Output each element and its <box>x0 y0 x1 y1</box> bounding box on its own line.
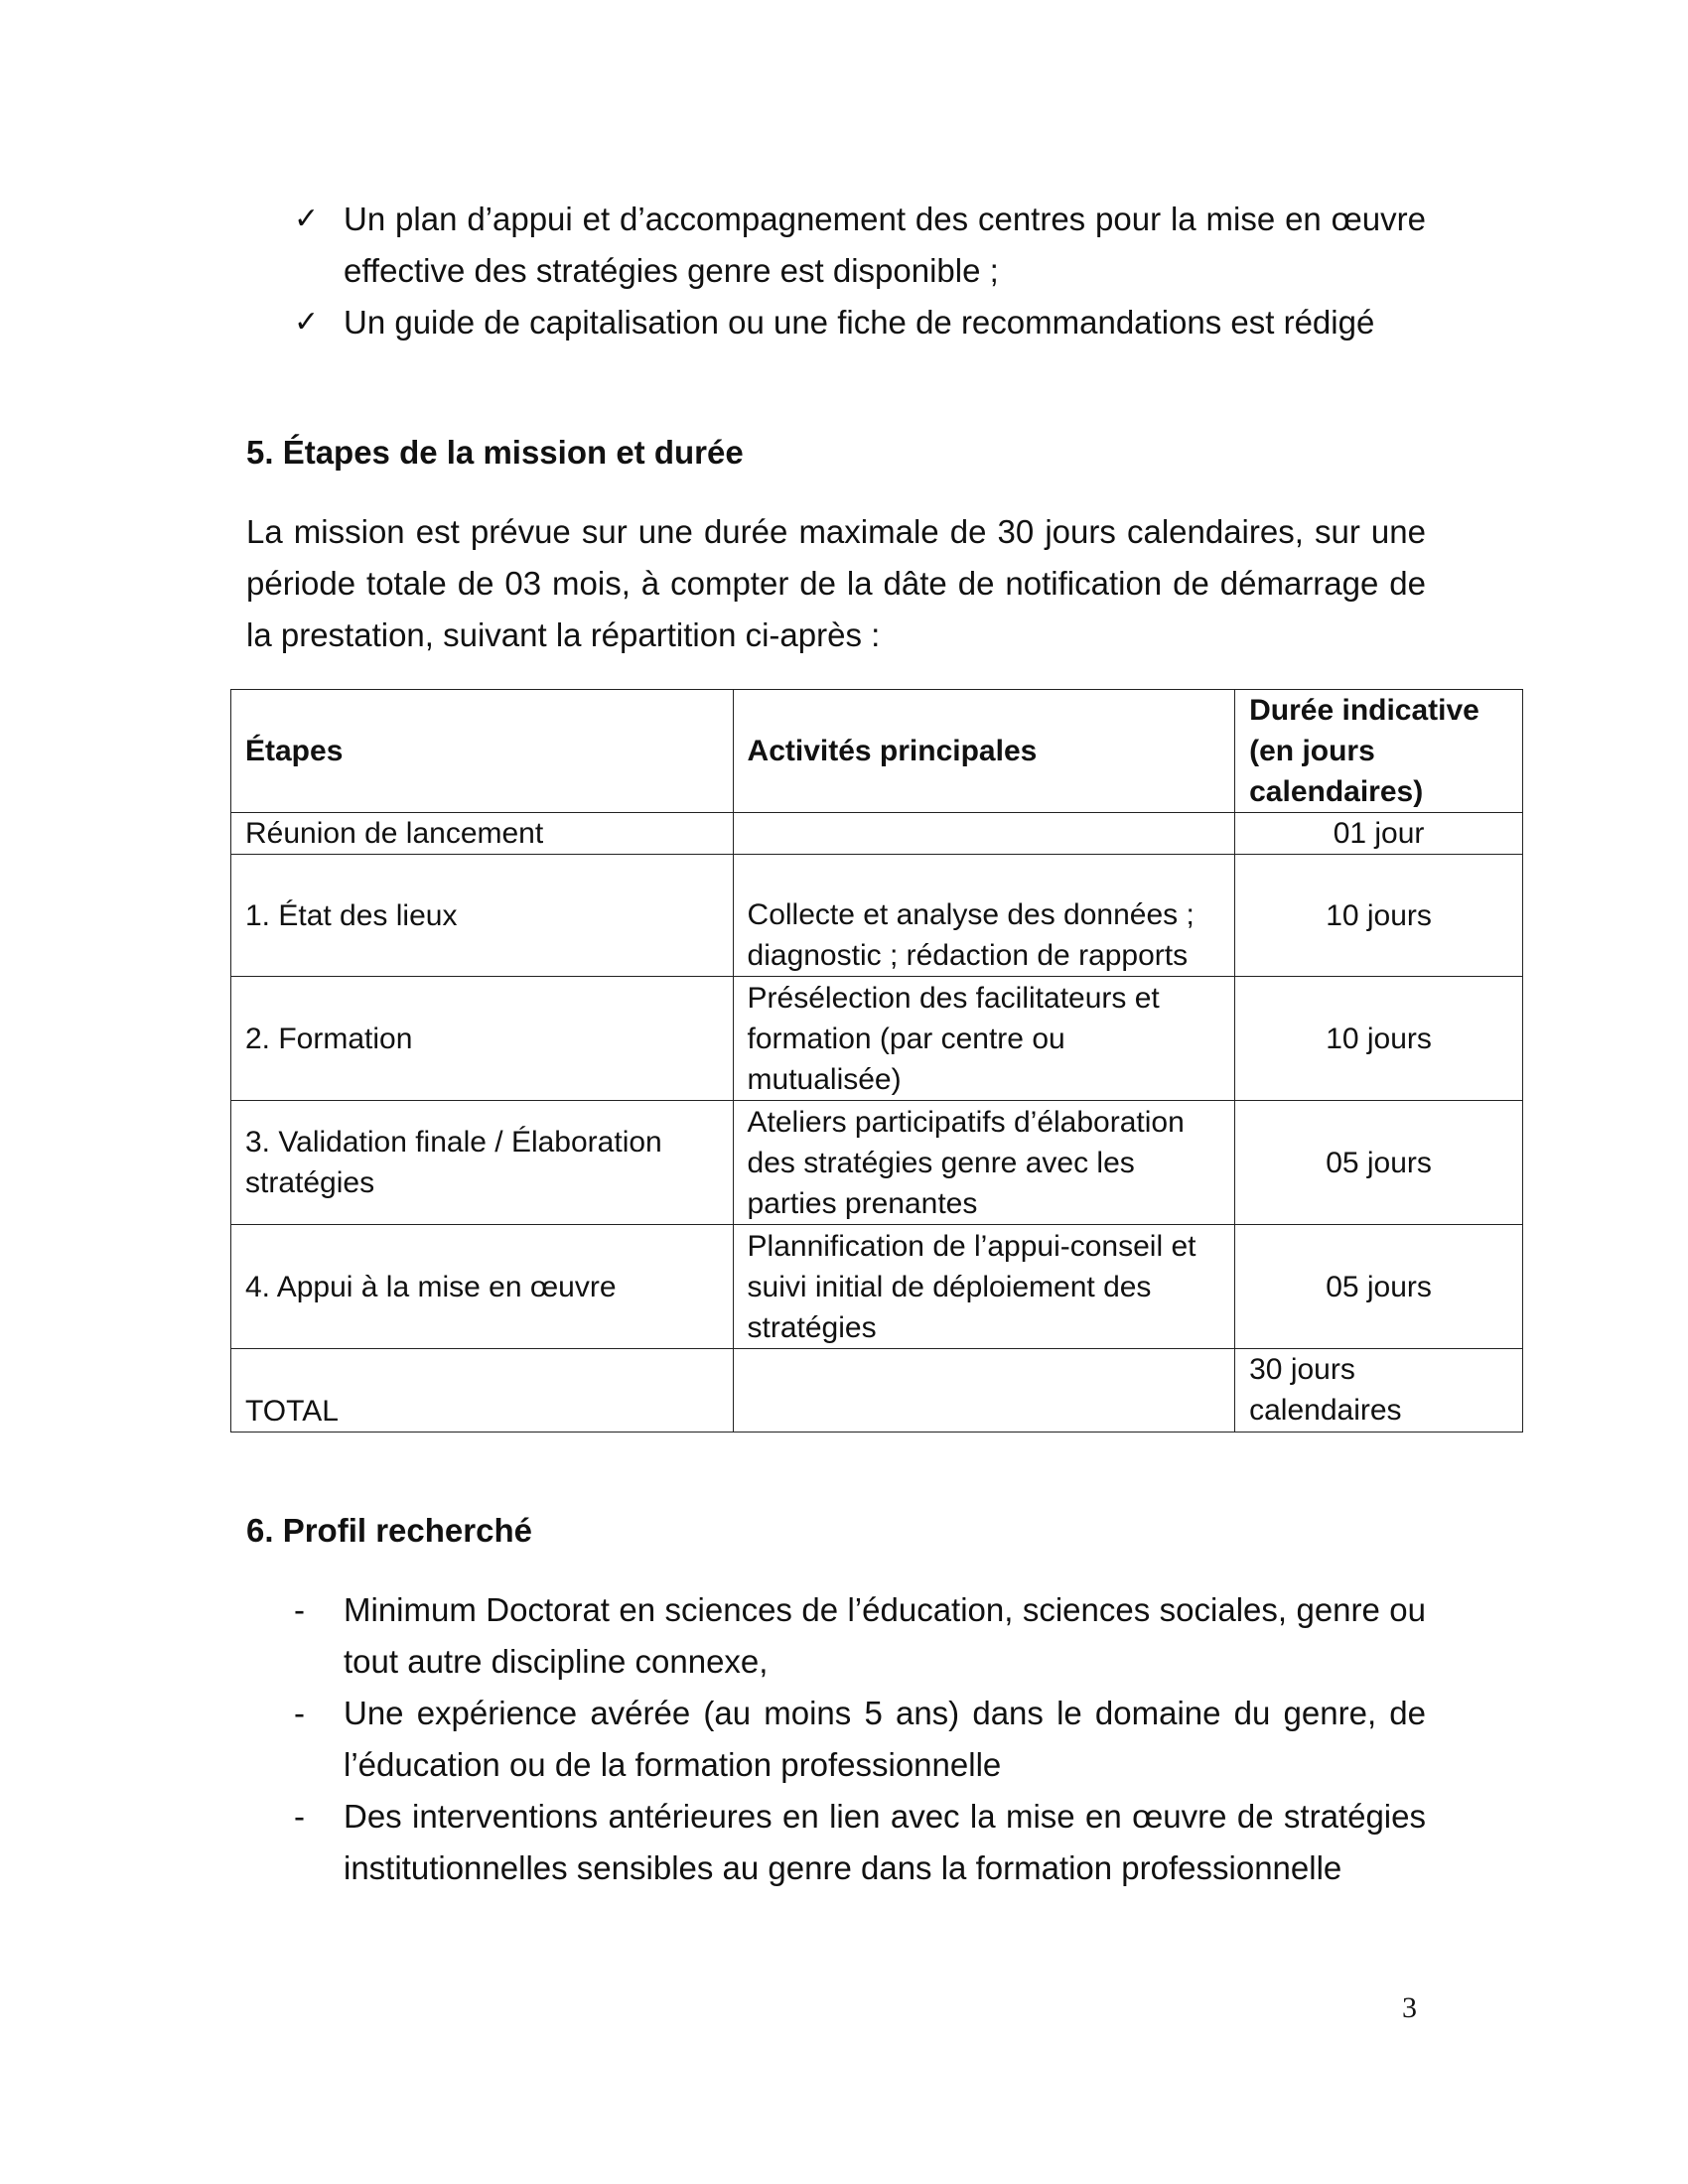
cell-activites: Présélection des facilitateurs et formation (par centre ou mutualisée) <box>733 977 1235 1101</box>
cell-duree: 10 jours <box>1235 855 1523 977</box>
header-etapes: Étapes <box>231 690 734 813</box>
checklist-item-text: Un plan d’appui et d’accompagnement des centres pour la mise en œuvre effective des stratégies genre est disponible ; <box>344 201 1426 289</box>
list-item-text: Des interventions antérieures en lien avec la mise en œuvre de stratégies institutionnelles sensibles au genre dans la formation professionnelle <box>344 1798 1426 1886</box>
cell-activites: Plannification de l’appui-conseil et suivi initial de déploiement des stratégies <box>733 1225 1235 1349</box>
checklist-item <box>294 297 1426 348</box>
cell-etape: 1. État des lieux <box>231 855 734 977</box>
cell-activites <box>733 813 1235 855</box>
page-number: 3 <box>1402 1991 1417 2024</box>
cell-etape: 4. Appui à la mise en œuvre <box>231 1225 734 1349</box>
deliverables-checklist <box>294 194 1426 348</box>
table-row <box>231 855 1523 977</box>
table-total-row <box>231 1349 1523 1433</box>
checkmark-icon: ✓ <box>294 203 320 235</box>
cell-etape: TOTAL <box>231 1349 734 1433</box>
list-item <box>294 1584 1426 1688</box>
table-row <box>231 1225 1523 1349</box>
cell-etape: 2. Formation <box>231 977 734 1101</box>
mission-steps-table <box>230 689 1523 1433</box>
table-header-row <box>231 690 1523 813</box>
header-activites: Activités principales <box>733 690 1235 813</box>
table-row <box>231 813 1523 855</box>
checklist-item-text: Un guide de capitalisation ou une fiche de recommandations est rédigé <box>344 304 1375 341</box>
dash-bullet: - <box>294 1591 305 1628</box>
cell-duree: 01 jour <box>1235 813 1523 855</box>
list-item-text: Minimum Doctorat en sciences de l’éducation, sciences sociales, genre ou tout autre discipline connexe, <box>344 1591 1426 1680</box>
cell-duree: 05 jours <box>1235 1225 1523 1349</box>
dash-bullet: - <box>294 1798 305 1835</box>
header-duree: Durée indicative (en jours calendaires) <box>1235 690 1523 813</box>
section-6-title: 6. Profil recherché <box>246 1512 532 1549</box>
list-item-text: Une expérience avérée (au moins 5 ans) dans le domaine du genre, de l’éducation ou de la formation professionnelle <box>344 1695 1426 1783</box>
cell-activites <box>733 1349 1235 1433</box>
list-item <box>294 1791 1426 1894</box>
checklist-item <box>294 194 1426 297</box>
profile-requirements-list <box>294 1584 1426 1894</box>
dash-bullet: - <box>294 1695 305 1731</box>
cell-etape: 3. Validation finale / Élaboration stratégies <box>231 1101 734 1225</box>
cell-duree: 05 jours <box>1235 1101 1523 1225</box>
cell-duree: 10 jours <box>1235 977 1523 1101</box>
table-row <box>231 977 1523 1101</box>
section-5-intro: La mission est prévue sur une durée maximale de 30 jours calendaires, sur une période totale de 03 mois, à compter de la dâte de notification de démarrage de la prestation, suivant la répartition ci-après : <box>246 513 1426 653</box>
table-row <box>231 1101 1523 1225</box>
cell-duree: 30 jours calendaires <box>1235 1349 1523 1433</box>
list-item <box>294 1688 1426 1791</box>
cell-etape: Réunion de lancement <box>231 813 734 855</box>
section-5-title: 5. Étapes de la mission et durée <box>246 434 744 471</box>
cell-activites: Collecte et analyse des données ; diagnostic ; rédaction de rapports <box>733 855 1235 977</box>
checkmark-icon: ✓ <box>294 306 320 339</box>
cell-activites: Ateliers participatifs d’élaboration des stratégies genre avec les parties prenantes <box>733 1101 1235 1225</box>
